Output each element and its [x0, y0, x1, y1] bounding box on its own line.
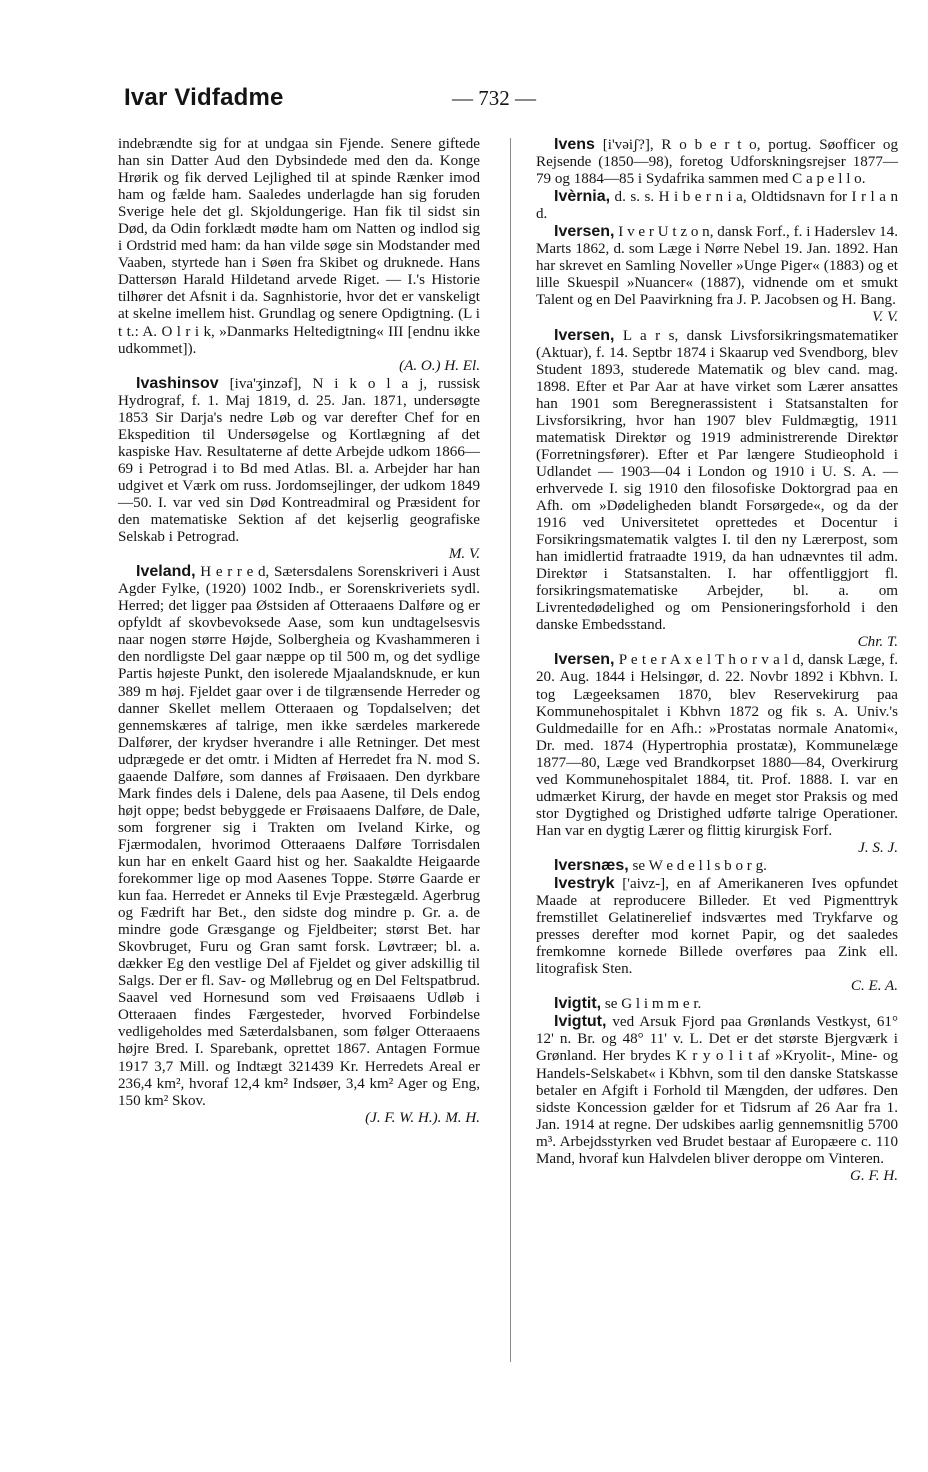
entry-headword: Ivigtit, — [554, 995, 602, 1013]
entry-text: [i'vəiʃ?], R o b e r t o, portug. Søofficer og Rejsende (1850—98), foretog Udforskningsrejser 1877—79 og 1884—85 i Sydafrika sammen med C a p e l l o. — [536, 137, 899, 188]
entry-signature: (A. O.) H. El. — [399, 357, 480, 374]
entry-headword: Ivestryk — [554, 875, 615, 893]
entry-signature: C. E. A. — [850, 978, 898, 995]
entry-signature: M. V. — [448, 546, 480, 563]
entry-ivashinsov — [118, 375, 480, 564]
left-column — [118, 136, 480, 1127]
page-number: — 732 — — [452, 86, 536, 110]
entry-ivestryk — [536, 875, 898, 995]
entry-headword: Ivashinsov — [136, 374, 219, 392]
entry-text: d. s. s. H i b e r n i a, Oldtidsnavn for I r l a n d. — [536, 189, 898, 223]
entry-headword: Ivigtut, — [554, 1013, 607, 1031]
entry-ivar-vidfadme-continued — [118, 136, 480, 375]
entry-signature: G. F. H. — [850, 1167, 898, 1184]
entry-headword: Ivens — [554, 136, 595, 153]
entry-text: P e t e r A x e l T h o r v a l d, dansk Læge, f. 20. Aug. 1844 i Helsingør, d. 22. Novbr 1892 i Kbhvn. I. tog Lægeeksamen 1870, blev Reservekirurg paa Kommunehospitalet i Kbhvn 1872 og fik s. A. Univ.'s Guldmedaille for en Afh.: »Prostatas normale Anatomi«, Dr. med. 1874 (Hypertrophia prostatæ), Kommunelæge 1877—80, Læge ved Brandkorpset 1880—84, Overkirurg ved Kommunehospitalet 1884, tit. Prof. 1888. I. var en udmærket Kirurg, der havde en meget stor Praksis og med stor Dygtighed og Dristighed udførte talrige Operationer. Han var en dygtig Lærer og flittig kirurgisk Forf. — [536, 652, 898, 839]
entry-iveland — [118, 563, 480, 1127]
entry-text: se G l i m m e r. — [604, 996, 702, 1013]
entry-iversen-iver-utzon — [536, 223, 898, 326]
entry-headword: Ivèrnia, — [554, 188, 611, 206]
entry-text: se W e d e l l s b o r g. — [632, 857, 767, 874]
running-head: Ivar Vidfadme — [124, 84, 284, 111]
entry-signature: Chr. T. — [857, 634, 898, 651]
entry-text: ['aivz-], en af Amerikaneren Ives opfundet Maade at reproducere Billeder. Et ved Pigmenttryk fremstillet Gelatinerelief indsværtes med Trykfarve og presses derefter mod kornet Papir, og det saaledes fremkomne kornede Billede overføres paa Zink ell. litografisk Sten. — [536, 876, 899, 978]
column-divider — [510, 138, 511, 1362]
entry-signature: (J. F. W. H.). M. H. — [365, 1109, 480, 1126]
entry-text: I v e r U t z o n, dansk Forf., f. i Haderslev 14. Marts 1862, d. som Læge i Nørre Nebel 19. Jan. 1892. Han har skrevet en Samling Noveller »Unge Piger« (1883) og et lille Skuespil »Nuancer« (1887), vidnende om et smukt Talent og en Del Paavirkning fra J. P. Jacobsen og H. Bang. — [536, 224, 899, 309]
entry-iversnaes — [536, 857, 898, 875]
entry-text: indebrændte sig for at undgaa sin Fjende. Senere giftede han sin Datter Aud den Dybsindede med den da. Konge Hrørik og fik derved Lejlighed til at spinde Rænker imod ham og fælde ham. Saaledes underlagde han sig foruden Sverige hele det gl. Skjoldungerige. Han fik til sidst sin Død, da Odin forklædt mødte ham om Natten og indlod sig i Ordstrid med ham: da han vilde søge sin Modstander med Vaaben, styrtede han i Søen fra Skibet og druknede. Hans Dattersøn Harald Hildetand arvede Riget. — I.'s Historie tilhører det Afsnit i da. Sagnhistorie, hvor det er vanskeligt at skelne imellem hist. Grundlag og senere Opdigtning. (L i t t.: A. O l r i k, »Danmarks Heltedigtning« III [endnu ikke udkommet]). — [118, 136, 480, 357]
entry-headword: Iveland, — [136, 563, 196, 581]
entry-signature: V. V. — [872, 309, 898, 326]
entry-text: ved Arsuk Fjord paa Grønlands Vestkyst, 61° 12' n. Br. og 48° 11' v. L. Det er det største Bjergværk i Grønland. Her brydes K r y o l i t af »Kryolit-, Mine- og Handels-Selskabet« i Kbhvn, som til den danske Statskasse betaler en Afgift i Forhold til Mængden, der udføres. Den sidste Koncession gælder for et Tidsrum af 26 Aar fra 1. Jan. 1914 at regne. Der udskibes aarlig gennemsnitlig 5700 m³. Arbejdsstyrken ved Brudet bestaar af Europæere c. 110 Mand, hvoraf kun Halvdelen bliver deroppe om Vinteren. — [536, 1014, 898, 1167]
entry-ivens — [536, 136, 898, 188]
page-header — [124, 84, 804, 116]
entry-text: L a r s, dansk Livsforsikringsmatematiker (Aktuar), f. 14. Septbr 1874 i Skaarup ved Svendborg, blev Student 1893, studerede Matematik og blev cand. mag. 1898. Efter et Par Aar at have virket som Lærer ansattes han 1901 som Beregnerassistent i Statsanstalten for Livsforsikring, hvor han 1907 blev Fuldmægtig, 1911 matematisk Direktør og 1919 administrerende Direktør (Forretningsfører). Efter et Par længere Studieophold i Udlandet — 1903—04 i London og 1910 i U. S. A. — erhvervede I. sig 1910 den filosofiske Doktorgrad paa en Afh. om »Dødeligheden blandt Forsørgede«, og da der 1916 ved Universitetet oprettedes et Docentur i Forsikringsmatematik valgtes I. til den ny Lærerpost, som han imidlertid fratraadte 1919, da han udnævntes til adm. Direktør i Statsanstalten. I. har offentliggjort fl. forsikringsmatematiske Arbejder, bl. a. om Livrentedødelighed og om Pensioneringsforhold i den danske Embedsstand. — [536, 327, 898, 634]
entry-text: H e r r e d, Sætersdalens Sorenskriveri i Aust Agder Fylke, (1920) 1002 Indb., er Sorenskriveriets sydl. Herred; det ligger paa Østsiden af Otteraaens Dalføre og er opfyldt af skovbevoksede Aase, som kun undtagelsesvis naar nogen større Højde, Solbergheia og Kvashammeren i den nordligste Del gaar næppe op til 500 m, og det sydlige Partis højeste Punkt, den isolerede Mjaalandsknude, er kun 389 m høj. Fjeldet gaar over i de tilgrænsende Herreder og danner Skellet mellem Otteraaen og Topdalselven; det gennemskæres af talrige, men ikke særdeles markerede Dalfører, der krydser hverandre i alle Retninger. Det mest udprægede er det omtr. i Midten af Herredet fra N. mod S. gaaende Dalføre, som dannes af Frøisaaen. Den dyrkbare Mark findes dels i Dalene, dels paa Aasene, til Dels endog højt oppe; bedst bebyggede er Frøisaaens Dalføre, de Dale, som forgrener sig i Trakten om Iveland Kirke, og Fjærmodalen, hvorimod Otteraaens Dalføre Torrisdalen kun har en enkelt Gaard hist og her. Saakaldte Heigaarde forekommer lige op mod Aasenes Toppe. Større Gaarde er kun faa. Herredet er Anneks til Evje Præstegæld. Agerbrug og Fædrift har Bet., den sidste dog mindre p. Gr. a. de mindre gode Græsgange og Fjeldbeiter; størst Bet. har Skovbruget, Furu og Gran samt forsk. Løvtræer; bl. a. dækker Eg den vestlige Del af Fjeldet og giver adskillig til Salgs. Der er fl. Sav- og Møllebrug og en Del Feltspatbrud. Saavel ved Hornesund som ved Frøisaaens Udløb i Otteraaen findes Færgesteder, hvorved Forbindelse vedligeholdes med Sæterdalsbanen, som følger Otteraaens højre Bred. I. Sparebank, oprettet 1867. Antagen Formue 1917 3,7 Mill. og Indtægt 321439 Kr. Herredets Areal er 236,4 km², hvoraf 12,4 km² Indsøer, 3,4 km² Ager og Eng, 150 km² Skov. — [118, 564, 480, 1109]
entry-iversen-peter-axel-thorvald — [536, 651, 898, 857]
entry-headword: Iversen, — [554, 326, 615, 344]
entry-ivigtit — [536, 995, 898, 1013]
entry-headword: Iversen, — [554, 651, 615, 669]
entry-ivernia — [536, 188, 898, 223]
entry-headword: Iversnæs, — [554, 856, 629, 874]
entry-text: [iva'ʒinzəf], N i k o l a j, russisk Hydrograf, f. 1. Maj 1819, d. 25. Jan. 1871, undersøgte 1853 Sir Darja's nedre Løb og var derefter Chef for en Ekspedition til Undersøgelse og Kortlægning af det kaspiske Hav. Resultaterne af dette Arbejde udkom 1866—69 i Petrograd i to Bd med Atlas. Bl. a. Arbejder har han udgivet et Værk om russ. Jordomsejlinger, der udkom 1849—50. I. var ved sin Død Kontreadmiral og Præsident for den matematiske Sektion af det kejserlig geografiske Selskab i Petrograd. — [118, 375, 480, 546]
entry-ivigtut — [536, 1013, 898, 1184]
entry-headword: Iversen, — [554, 223, 615, 241]
entry-iversen-lars — [536, 327, 898, 652]
right-column — [536, 136, 898, 1185]
entry-signature: J. S. J. — [858, 839, 898, 856]
